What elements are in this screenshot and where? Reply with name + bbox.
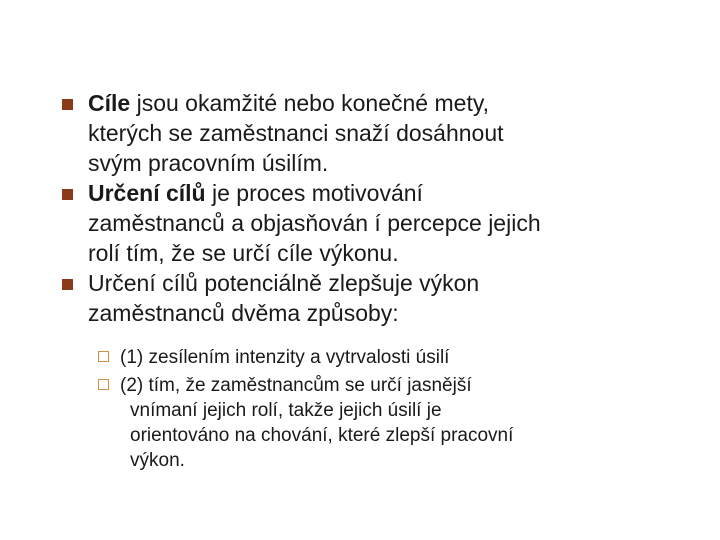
bullet-line: zaměstnanců dvěma způsoby: <box>88 300 399 326</box>
square-bullet-icon <box>62 99 73 110</box>
bullet-line: zaměstnanců a objasňován í percepce jejich <box>88 210 541 236</box>
bullet-item <box>62 88 662 178</box>
sub-bullet-line: vnímaní jejich rolí, takže jejich úsilí je <box>130 400 442 421</box>
square-bullet-icon <box>62 189 73 200</box>
bullet-line: rolí tím, že se určí cíle výkonu. <box>88 240 399 266</box>
hollow-square-bullet-icon <box>98 379 109 390</box>
bullet-bold-term: Cíle <box>88 90 131 116</box>
bullet-line <box>88 178 662 208</box>
bullet-text: jsou okamžité nebo konečné mety, <box>130 90 490 116</box>
bullet-line <box>88 88 662 118</box>
sub-bullet-line: výkon. <box>130 450 185 471</box>
sub-bullet-list <box>98 345 638 476</box>
sub-bullet-item <box>98 373 638 473</box>
square-bullet-icon <box>62 279 73 290</box>
sub-bullet-line: orientováno na chování, které zlepší pracovní <box>130 425 514 446</box>
bullet-text: je proces motivování <box>205 180 423 206</box>
bullet-bold-term: Určení cílů <box>88 180 206 206</box>
bullet-list <box>62 88 662 328</box>
bullet-line: svým pracovním úsilím. <box>88 150 329 176</box>
sub-bullet-line: (2) tím, že zaměstnancům se určí jasnější <box>120 375 472 396</box>
sub-bullet-line: (1) zesílením intenzity a vytrvalosti úsilí <box>120 347 450 368</box>
hollow-square-bullet-icon <box>98 351 109 362</box>
bullet-line: Určení cílů potenciálně zlepšuje výkon <box>88 270 480 296</box>
bullet-item <box>62 178 662 268</box>
bullet-item <box>62 268 662 328</box>
sub-bullet-item <box>98 345 638 370</box>
bullet-line: kterých se zaměstnanci snaží dosáhnout <box>88 120 504 146</box>
